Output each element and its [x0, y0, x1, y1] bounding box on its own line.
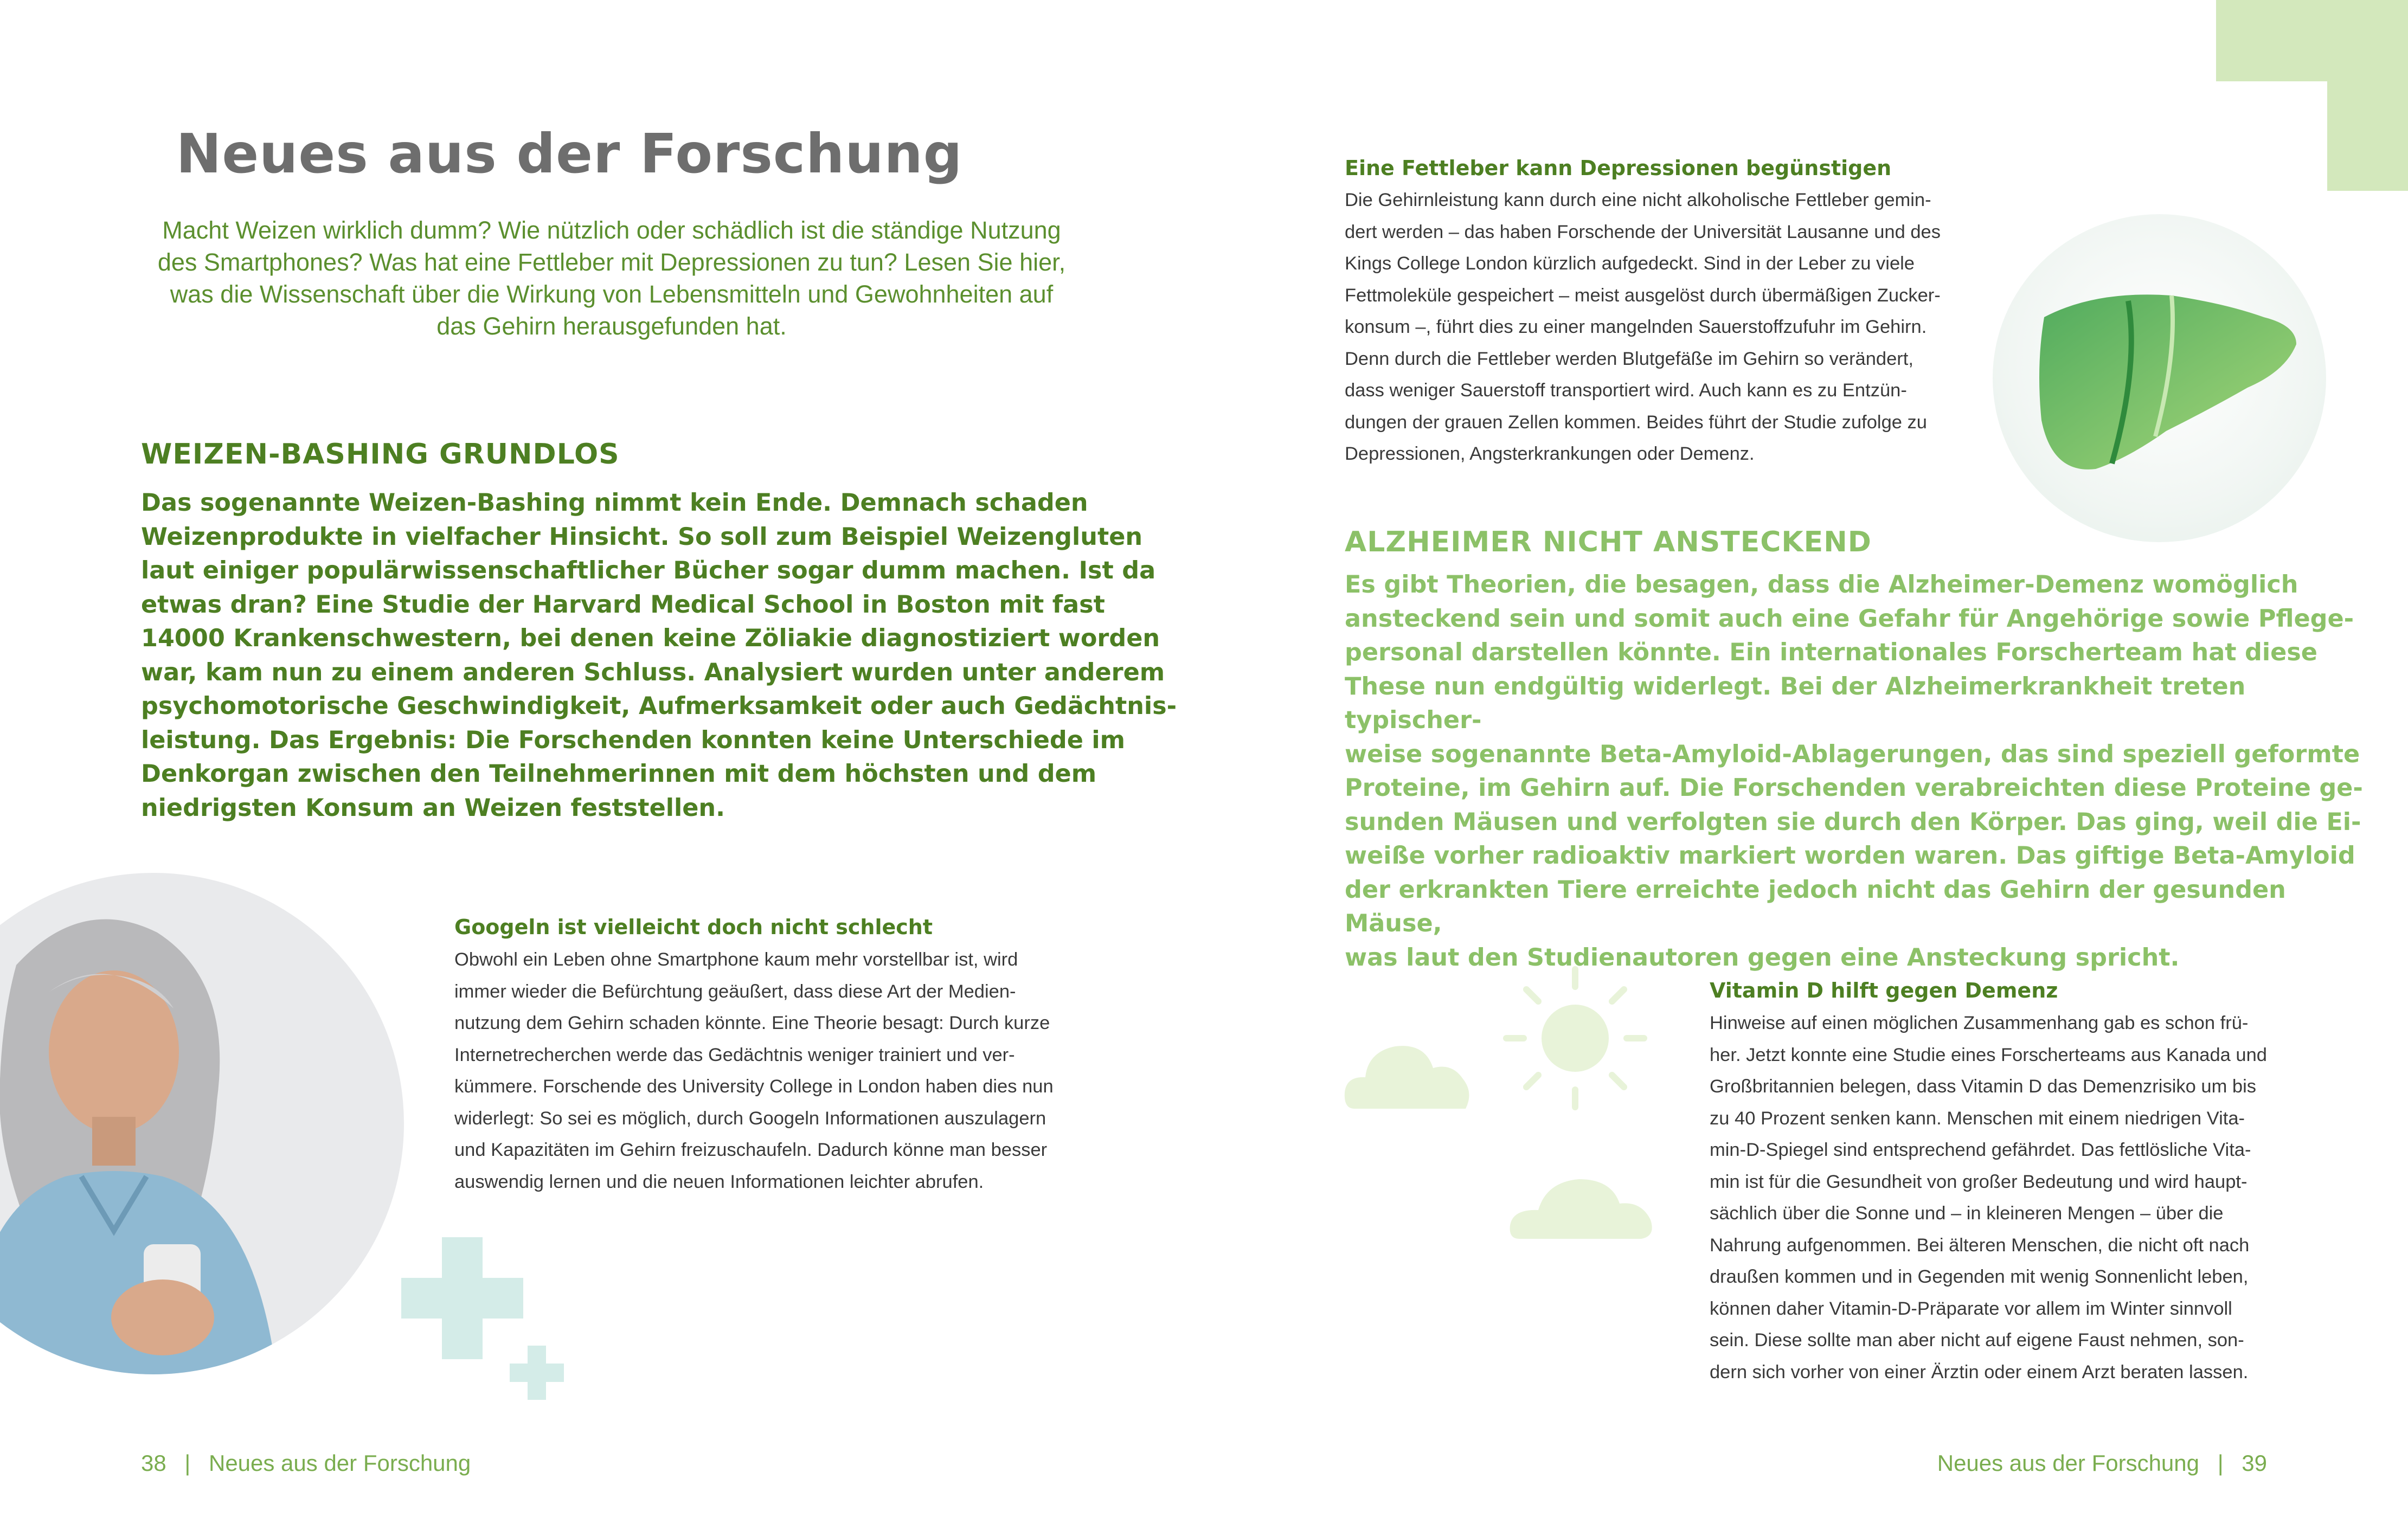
- vitamin-text: Hinweise auf einen möglichen Zusammenhang gab es schon frü- her. Jetzt konnte eine Studie eines Forscherteams aus Kanada und Großbritannien belegen, dass Vitamin D das Demenzrisiko um bis zu 40 Prozent senken kann. Menschen mit einem niedrigen Vita- min-D-Spiegel sind entsprechend gefährdet. Das fettlösliche Vita- min ist für die Gesundheit von großer Bedeutung und wird haupt- sächlich über die Sonne und – in kleineren Mengen – über die Nahrung aufgenommen. Bei älteren Menschen, die nicht oft nach draußen kommen und in Gegenden mit wenig Sonnenlicht leben, können daher Vitamin-D-Präparate vor allem im Winter sinnvoll sein. Diese sollte man aber nicht auf eigene Faust nehmen, son- dern sich vorher von einer Ärztin oder einem Arzt beraten lassen.: [1710, 1013, 2267, 1382]
- cloud-icon: [1344, 1027, 1474, 1114]
- liver-heading: Eine Fettleber kann Depressionen begünstigen: [1345, 156, 1892, 180]
- plus-icon-small: [510, 1346, 564, 1400]
- footer-separator: |: [184, 1450, 191, 1476]
- intro-text: Macht Weizen wirklich dumm? Wie nützlich oder schädlich ist die ständige Nutzung des Smartphones? Was hat eine Fettleber mit Depressionen zu tun? Lesen Sie hier, was die Wissenschaft über die Wirkung von Lebensmitteln und Gewohnheiten auf das Gehirn herausgefunden hat.: [157, 216, 1066, 340]
- sun-icon: [1502, 965, 1648, 1111]
- page-number-right: 39: [2242, 1450, 2267, 1476]
- google-heading: Googeln ist vielleicht doch nicht schlecht: [454, 915, 933, 939]
- footer-label-right: Neues aus der Forschung: [1937, 1450, 2200, 1476]
- footer-left: [141, 1450, 471, 1476]
- vitamin-heading: Vitamin D hilft gegen Demenz: [1710, 979, 2058, 1002]
- google-text: Obwohl ein Leben ohne Smartphone kaum mehr vorstellbar ist, wird immer wieder die Befürchtung geäußert, dass diese Art der Medien- nutzung dem Gehirn schaden könnte. Eine Theorie besagt: Durch kurze Internetrecherchen werde das Gedächtnis weniger trainiert und ver- kümmere. Forschende des University College in London haben dies nun widerlegt: So sei es möglich, durch Googeln Informationen auszulagern und Kapazitäten im Gehirn freizuschaufeln. Dadurch könne man besser auswendig lernen und die neuen Informationen leichter abrufen.: [454, 949, 1054, 1192]
- alzheimer-text: Es gibt Theorien, die besagen, dass die Alzheimer-Demenz womöglich ansteckend sein und somit auch eine Gefahr für Angehörige sowie Pflege- personal darstellen könnte. Ein internationales Forscherteam hat diese These nun endgültig widerlegt. Bei der Alzheimerkrankheit treten typischer- weise sogenannte Beta-Amyloid-Ablagerungen, das sind speziell geformte Proteine, im Gehirn auf. Die Forschenden verabreichten diese Proteine ge- sunden Mäusen und verfolgten sie durch den Körper. Das ging, weil die Ei- weiße vorher radioaktiv markiert worden waren. Das giftige Beta-Amyloid der erkrankten Tiere erreichte jedoch nicht das Gehirn der gesunden Mäuse, was laut den Studienautoren gegen eine Ansteckung spricht.: [1345, 571, 2363, 972]
- footer-label: Neues aus der Forschung: [208, 1450, 471, 1476]
- corner-decoration-lower: [2327, 81, 2408, 191]
- liver-icon: [1993, 214, 2326, 542]
- corner-decoration: [2216, 0, 2408, 81]
- woman-smartphone-photo: [0, 873, 404, 1374]
- cloud-icon-lower: [1508, 1166, 1655, 1242]
- liver-text: Die Gehirnleistung kann durch eine nicht alkoholische Fettleber gemin- dert werden – das haben Forschende der Universität Lausanne und des Kings College London kürzlich aufgedeckt. Sind in der Leber zu viele Fettmoleküle gespeichert – meist ausgelöst durch übermäßigen Zucker- konsum –, führt dies zu einer mangelnden Sauerstoffzufuhr im Gehirn. Denn durch die Fettleber werden Blutgefäße im Gehirn so verändert, dass weniger Sauerstoff transportiert wird. Auch kann es zu Entzün- dungen der grauen Zellen kommen. Beides führt der Studie zufolge zu Depressionen, Angsterkrankungen oder Demenz.: [1345, 190, 1941, 464]
- alzheimer-heading: ALZHEIMER NICHT ANSTECKEND: [1345, 526, 1872, 558]
- page-title: Neues aus der Forschung: [176, 122, 963, 185]
- page-number: 38: [141, 1450, 166, 1476]
- footer-right: [1937, 1450, 2267, 1476]
- footer-separator-right: |: [2217, 1450, 2224, 1476]
- wheat-heading: WEIZEN-BASHING GRUNDLOS: [141, 438, 620, 471]
- plus-icon: [401, 1237, 523, 1359]
- wheat-text: Das sogenannte Weizen-Bashing nimmt kein Ende. Demnach schaden Weizenprodukte in vielfacher Hinsicht. So soll zum Beispiel Weizengluten laut einiger populärwissenschaftlicher Bücher sogar dumm machen. Ist da etwas dran? Eine Studie der Harvard Medical School in Boston mit fast 14000 Krankenschwestern, bei denen keine Zöliakie diagnostiziert worden war, kam nun zu einem anderen Schluss. Analysiert wurden unter anderem psychomotorische Geschwindigkeit, Aufmerksamkeit oder auch Gedächtnis- leistung. Das Ergebnis: Die Forschenden konnten keine Unterschiede im Denkorgan zwischen den Teilnehmerinnen mit dem höchsten und dem niedrigsten Konsum an Weizen feststellen.: [141, 489, 1177, 822]
